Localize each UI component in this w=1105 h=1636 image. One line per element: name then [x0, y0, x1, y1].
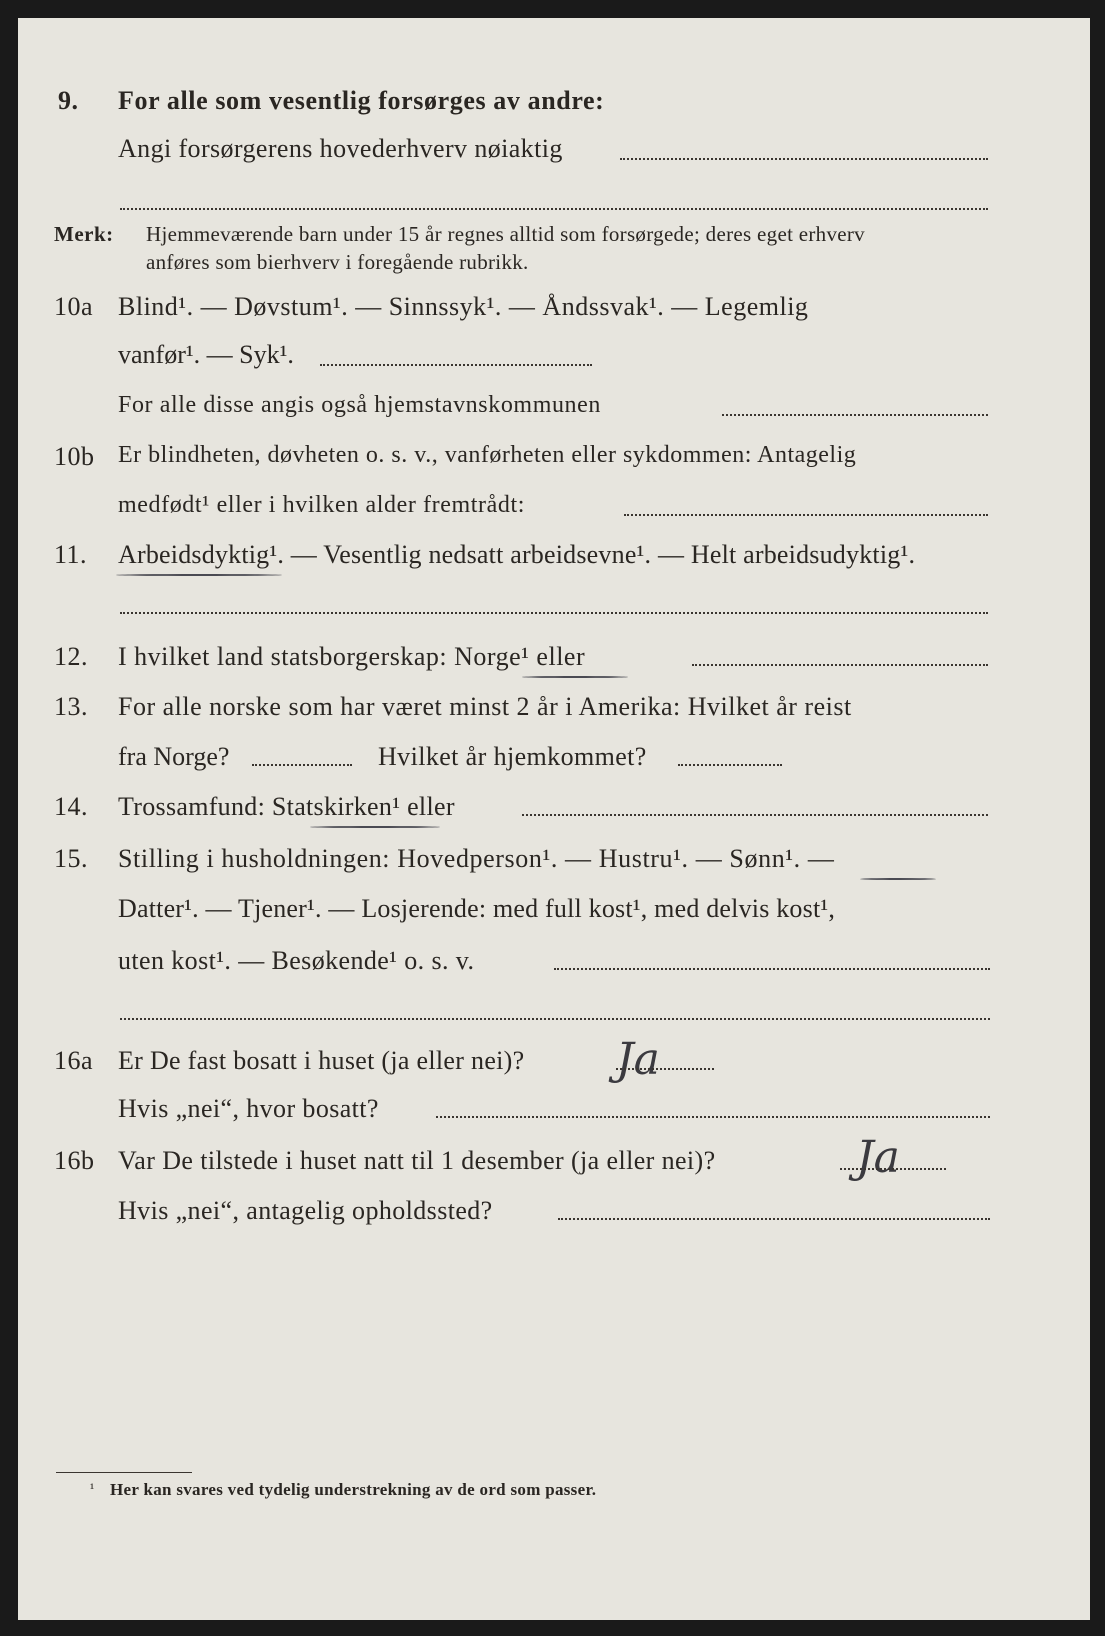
question-14-row: [18, 792, 1090, 832]
answer-field-q11[interactable]: [120, 612, 988, 614]
footnote-mark: ¹: [90, 1482, 95, 1497]
question-10b-row-2: [18, 492, 1090, 532]
question-13-row-2: [18, 742, 1090, 782]
answer-field-q10a-kommune[interactable]: [722, 414, 988, 416]
question-9-line-row: [18, 134, 1090, 174]
question-9-title: For alle som vesentlig forsørges av andre:: [118, 86, 605, 115]
answer-field-q13-hjemkommet[interactable]: [678, 764, 782, 766]
question-10a-line-1: Blind¹. — Døvstum¹. — Sinnssyk¹. — Åndssvak¹. — Legemlig: [118, 292, 809, 321]
question-10a-row-2: [18, 340, 1090, 380]
question-11-line: Arbeidsdyktig¹. — Vesentlig nedsatt arbeidsevne¹. — Helt arbeidsudyktig¹.: [118, 540, 916, 569]
answer-field-q12[interactable]: [692, 664, 988, 666]
question-10a-line-2: vanfør¹. — Syk¹.: [118, 340, 294, 369]
question-13-row: [18, 692, 1090, 732]
question-11-row: [18, 540, 1090, 580]
question-16b-row-2: [18, 1196, 1090, 1236]
question-10b-line-2: medfødt¹ eller i hvilken alder fremtrådt:: [118, 492, 525, 518]
question-10a-row-3: [18, 392, 1090, 432]
question-number: 16a: [54, 1046, 94, 1075]
question-16a-line-1: Er De fast bosatt i huset (ja eller nei)?: [118, 1046, 525, 1075]
merk-row-2: [18, 250, 1090, 290]
handwritten-underline-arbeidsdyktig: [116, 574, 282, 576]
question-15-line-2: Datter¹. — Tjener¹. — Losjerende: med full kost¹, med delvis kost¹,: [118, 894, 836, 923]
question-number: 15.: [54, 844, 88, 873]
question-15-row-3: [18, 946, 1090, 986]
question-13-prompt-hjemkommet: Hvilket år hjemkommet?: [378, 742, 647, 771]
answer-field-q16b-opholdssted[interactable]: [558, 1218, 990, 1220]
answer-field-q16a-bosatt[interactable]: [436, 1116, 990, 1118]
answer-field-q10b[interactable]: [624, 514, 988, 516]
question-16b-row: [18, 1132, 1090, 1186]
answer-field-q16b[interactable]: [840, 1168, 946, 1170]
handwritten-underline-statskirken: [310, 826, 440, 828]
question-10a-row: [18, 292, 1090, 332]
answer-field-q15[interactable]: [554, 968, 990, 970]
question-12-row: [18, 642, 1090, 682]
question-number: 10b: [54, 442, 95, 471]
handwritten-answer-16a: Ja: [616, 1034, 660, 1085]
question-10b-row: [18, 442, 1090, 482]
question-number: 13.: [54, 692, 88, 721]
merk-line-1: Hjemmeværende barn under 15 år regnes alltid som forsørgede; deres eget erhverv: [146, 222, 865, 246]
question-10b-line-1: Er blindheten, døvheten o. s. v., vanførheten eller sykdommen: Antagelig: [118, 442, 857, 468]
question-number: 10a: [54, 292, 94, 321]
question-16b-line-2: Hvis „nei“, antagelig opholdssted?: [118, 1196, 493, 1225]
footnote-text: Her kan svares ved tydelig understrekning av de ord som passer.: [110, 1480, 597, 1499]
question-15-line-3: uten kost¹. — Besøkende¹ o. s. v.: [118, 946, 475, 975]
handwritten-answer-16b: Ja: [856, 1132, 900, 1183]
question-14-line: Trossamfund: Statskirken¹ eller: [118, 792, 455, 821]
question-12-line: I hvilket land statsborgerskap: Norge¹ eller: [118, 642, 586, 671]
question-number: 9.: [58, 86, 79, 115]
answer-field-q13-reist[interactable]: [252, 764, 352, 766]
question-13-line-1: For alle norske som har været minst 2 år i Amerika: Hvilket år reist: [118, 692, 852, 721]
answer-field-q16a[interactable]: [616, 1068, 714, 1070]
question-number: 12.: [54, 642, 88, 671]
answer-field-q10a-syk[interactable]: [320, 364, 592, 366]
answer-field-q14[interactable]: [522, 814, 988, 816]
question-15-row: [18, 844, 1090, 884]
answer-field-q9-extra[interactable]: [120, 208, 988, 210]
footnote-rule: [56, 1472, 192, 1473]
question-number: 11.: [54, 540, 88, 569]
handwritten-underline-sonn: [860, 878, 936, 880]
question-number: 16b: [54, 1146, 95, 1175]
question-15-line-1: Stilling i husholdningen: Hovedperson¹. — Hustru¹. — Sønn¹. —: [118, 844, 835, 873]
question-16a-row-2: [18, 1094, 1090, 1134]
question-16a-row: [18, 1034, 1090, 1086]
answer-field-q15-extra[interactable]: [120, 1018, 990, 1020]
handwritten-underline-norge: [522, 676, 628, 678]
question-16a-line-2: Hvis „nei“, hvor bosatt?: [118, 1094, 379, 1123]
question-9-title-row: [18, 86, 1090, 126]
merk-label: Merk:: [54, 222, 114, 246]
answer-field-q9[interactable]: [620, 158, 988, 160]
question-9-prompt: Angi forsørgerens hovederhverv nøiaktig: [118, 134, 563, 163]
question-13-prompt-reist: fra Norge?: [118, 742, 230, 771]
census-form-page: [18, 18, 1090, 1620]
question-number: 14.: [54, 792, 88, 821]
question-15-row-2: [18, 894, 1090, 934]
question-10a-line-3: For alle disse angis også hjemstavnskommunen: [118, 392, 602, 418]
merk-line-2: anføres som bierhverv i foregående rubrikk.: [146, 250, 529, 274]
question-16b-line-1: Var De tilstede i huset natt til 1 desember (ja eller nei)?: [118, 1146, 716, 1175]
